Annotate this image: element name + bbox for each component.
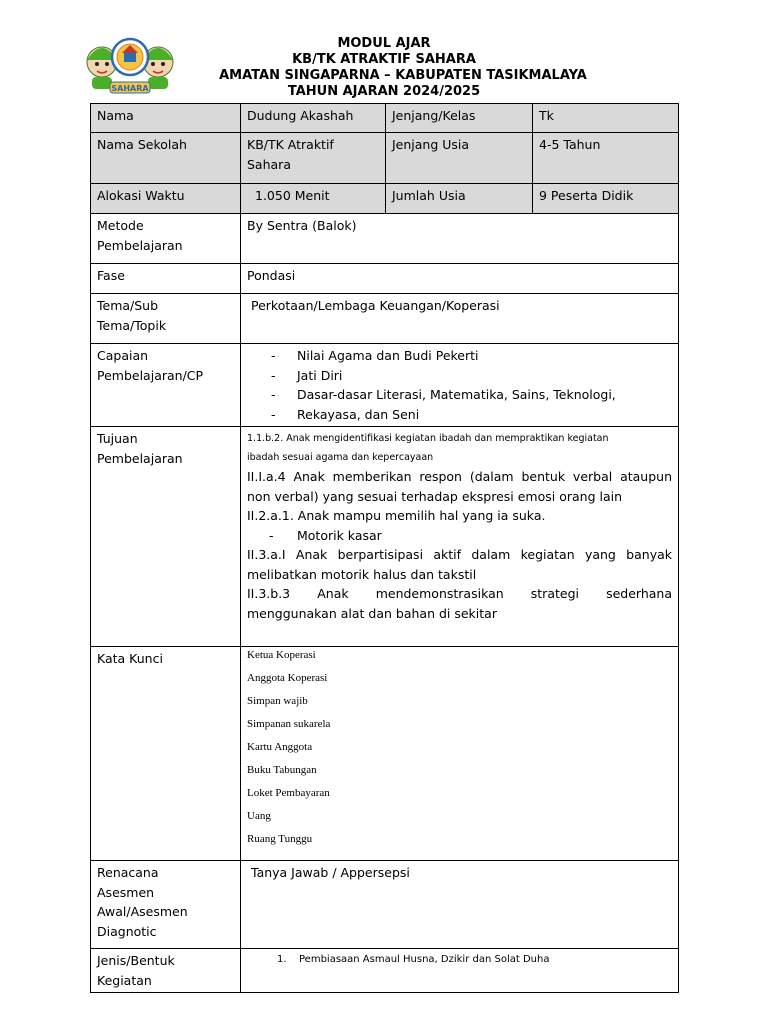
capaian-list xyxy=(247,346,672,424)
label-capaian-line2: Pembelajaran/CP xyxy=(97,367,204,383)
label-tema-line1: Tema/Sub xyxy=(97,298,159,313)
kata-kunci-list xyxy=(247,649,672,856)
label-alokasi-waktu: Alokasi Waktu xyxy=(91,184,241,214)
value-fase: Pondasi xyxy=(241,264,679,294)
renacana-text: Tanya Jawab / Appersepsi xyxy=(251,865,410,880)
table-row xyxy=(91,184,679,214)
value-tema xyxy=(241,294,679,344)
label-jenis-kegiatan xyxy=(91,949,241,993)
logo-lettering: SAHARA xyxy=(111,84,149,93)
label-kata-kunci: Kata Kunci xyxy=(91,647,241,861)
list-item-text: Pembiasaan Asmaul Husna, Dzikir dan Solat Duha xyxy=(299,954,550,965)
tujuan-paragraph-3: II.3.a.I Anak berpartisipasi aktif dalam kegiatan yang banyak melibatkan motorik halus dan takstil xyxy=(247,547,672,582)
list-item: Simpan wajib xyxy=(247,695,308,707)
value-nama-sekolah-line1: KB/TK Atraktif xyxy=(247,137,334,152)
document-header xyxy=(0,36,768,100)
label-metode-line2: Pembelajaran xyxy=(97,237,183,253)
table-row xyxy=(91,647,679,861)
label-jumlah-usia: Jumlah Usia xyxy=(386,184,533,214)
header-title: MODUL AJAR xyxy=(337,36,431,51)
list-item: Buku Tabungan xyxy=(247,764,317,776)
label-tujuan-line1: Tujuan xyxy=(97,431,138,446)
value-nama-sekolah-line2: Sahara xyxy=(247,156,291,172)
label-renacana-line4: Diagnotic xyxy=(97,923,157,939)
tujuan-small-line2: ibadah sesuai agama dan kepercayaan xyxy=(247,452,434,463)
table-row xyxy=(91,264,679,294)
label-renacana-line3: Awal/Asesmen xyxy=(97,904,188,919)
table-row xyxy=(91,344,679,427)
label-capaian xyxy=(91,344,241,427)
jenis-list-item xyxy=(247,951,672,969)
label-jenjang-usia: Jenjang Usia xyxy=(386,133,533,184)
header-year: TAHUN AJARAN 2024/2025 xyxy=(287,84,481,99)
list-item: Simpanan sukarela xyxy=(247,718,331,730)
value-jenjang-usia: 4-5 Tahun xyxy=(533,133,679,184)
table-row xyxy=(91,214,679,264)
tema-text: Perkotaan/Lembaga Keuangan/Koperasi xyxy=(251,298,500,313)
label-renacana-line2: Asesmen xyxy=(97,884,155,900)
label-nama-sekolah: Nama Sekolah xyxy=(91,133,241,184)
tujuan-paragraph-2: II.2.a.1. Anak mampu memilih hal yang ia suka. xyxy=(247,508,546,523)
dash-marker: - xyxy=(269,527,274,543)
table-row xyxy=(91,133,679,184)
list-item: Uang xyxy=(247,810,271,822)
list-item: - Jati Diri xyxy=(269,366,672,386)
value-jumlah-usia: 9 Peserta Didik xyxy=(533,184,679,214)
value-nama: Dudung Akashah xyxy=(241,104,386,133)
label-tema-line2: Tema/Topik xyxy=(97,317,167,333)
value-nama-sekolah xyxy=(241,133,386,184)
label-fase: Fase xyxy=(91,264,241,294)
value-alokasi-waktu xyxy=(241,184,386,214)
value-renacana xyxy=(241,861,679,949)
value-capaian xyxy=(241,344,679,427)
label-jenis-line2: Kegiatan xyxy=(97,972,152,988)
label-nama: Nama xyxy=(91,104,241,133)
label-jenjang-kelas: Jenjang/Kelas xyxy=(386,104,533,133)
list-item: - Dasar-dasar Literasi, Matematika, Sains, Teknologi, xyxy=(269,385,672,405)
list-item-continued: - Rekayasa, dan Seni xyxy=(269,405,672,425)
module-table xyxy=(90,103,679,993)
list-item: - Nilai Agama dan Budi Pekerti xyxy=(269,346,672,366)
tujuan-paragraph-4: II.3.b.3 Anak mendemonstrasikan strategi sederhana menggunakan alat dan bahan di sekitar xyxy=(247,586,672,621)
table-row xyxy=(91,949,679,993)
table-row xyxy=(91,294,679,344)
label-capaian-line1: Capaian xyxy=(97,348,149,363)
label-metode xyxy=(91,214,241,264)
label-renacana xyxy=(91,861,241,949)
list-item: Loket Pembayaran xyxy=(247,787,330,799)
label-tujuan xyxy=(91,427,241,647)
table-row xyxy=(91,861,679,949)
label-tema xyxy=(91,294,241,344)
label-metode-line1: Metode xyxy=(97,218,144,233)
label-jenis-line1: Jenis/Bentuk xyxy=(97,953,175,968)
tujuan-small-line1: 1.1.b.2. Anak mengidentifikasi kegiatan ibadah dan mempraktikan kegiatan xyxy=(247,433,609,444)
label-tujuan-line2: Pembelajaran xyxy=(97,450,183,466)
alokasi-text: 1.050 Menit xyxy=(255,188,330,203)
value-metode: By Sentra (Balok) xyxy=(241,214,679,264)
list-item: Ketua Koperasi xyxy=(247,649,316,661)
value-jenis-kegiatan xyxy=(241,949,679,993)
list-number: 1. xyxy=(277,954,287,965)
header-region: AMATAN SINGAPARNA – KABUPATEN TASIKMALAYA xyxy=(219,68,587,83)
value-jenjang-kelas: Tk xyxy=(533,104,679,133)
value-tujuan xyxy=(241,427,679,647)
tujuan-dash-text: Motorik kasar xyxy=(297,527,382,543)
table-row xyxy=(91,104,679,133)
list-item: Anggota Koperasi xyxy=(247,672,328,684)
tujuan-paragraph-1: II.I.a.4 Anak memberikan respon (dalam bentuk verbal ataupun non verbal) yang sesuai terhadap ekspresi emosi orang lain xyxy=(247,469,672,504)
list-item: Ruang Tunggu xyxy=(247,833,313,845)
value-kata-kunci xyxy=(241,647,679,861)
list-item: Kartu Anggota xyxy=(247,741,313,753)
label-renacana-line1: Renacana xyxy=(97,865,159,880)
header-school: KB/TK ATRAKTIF SAHARA xyxy=(292,52,476,67)
table-row xyxy=(91,427,679,647)
tujuan-dash-item xyxy=(247,526,672,546)
